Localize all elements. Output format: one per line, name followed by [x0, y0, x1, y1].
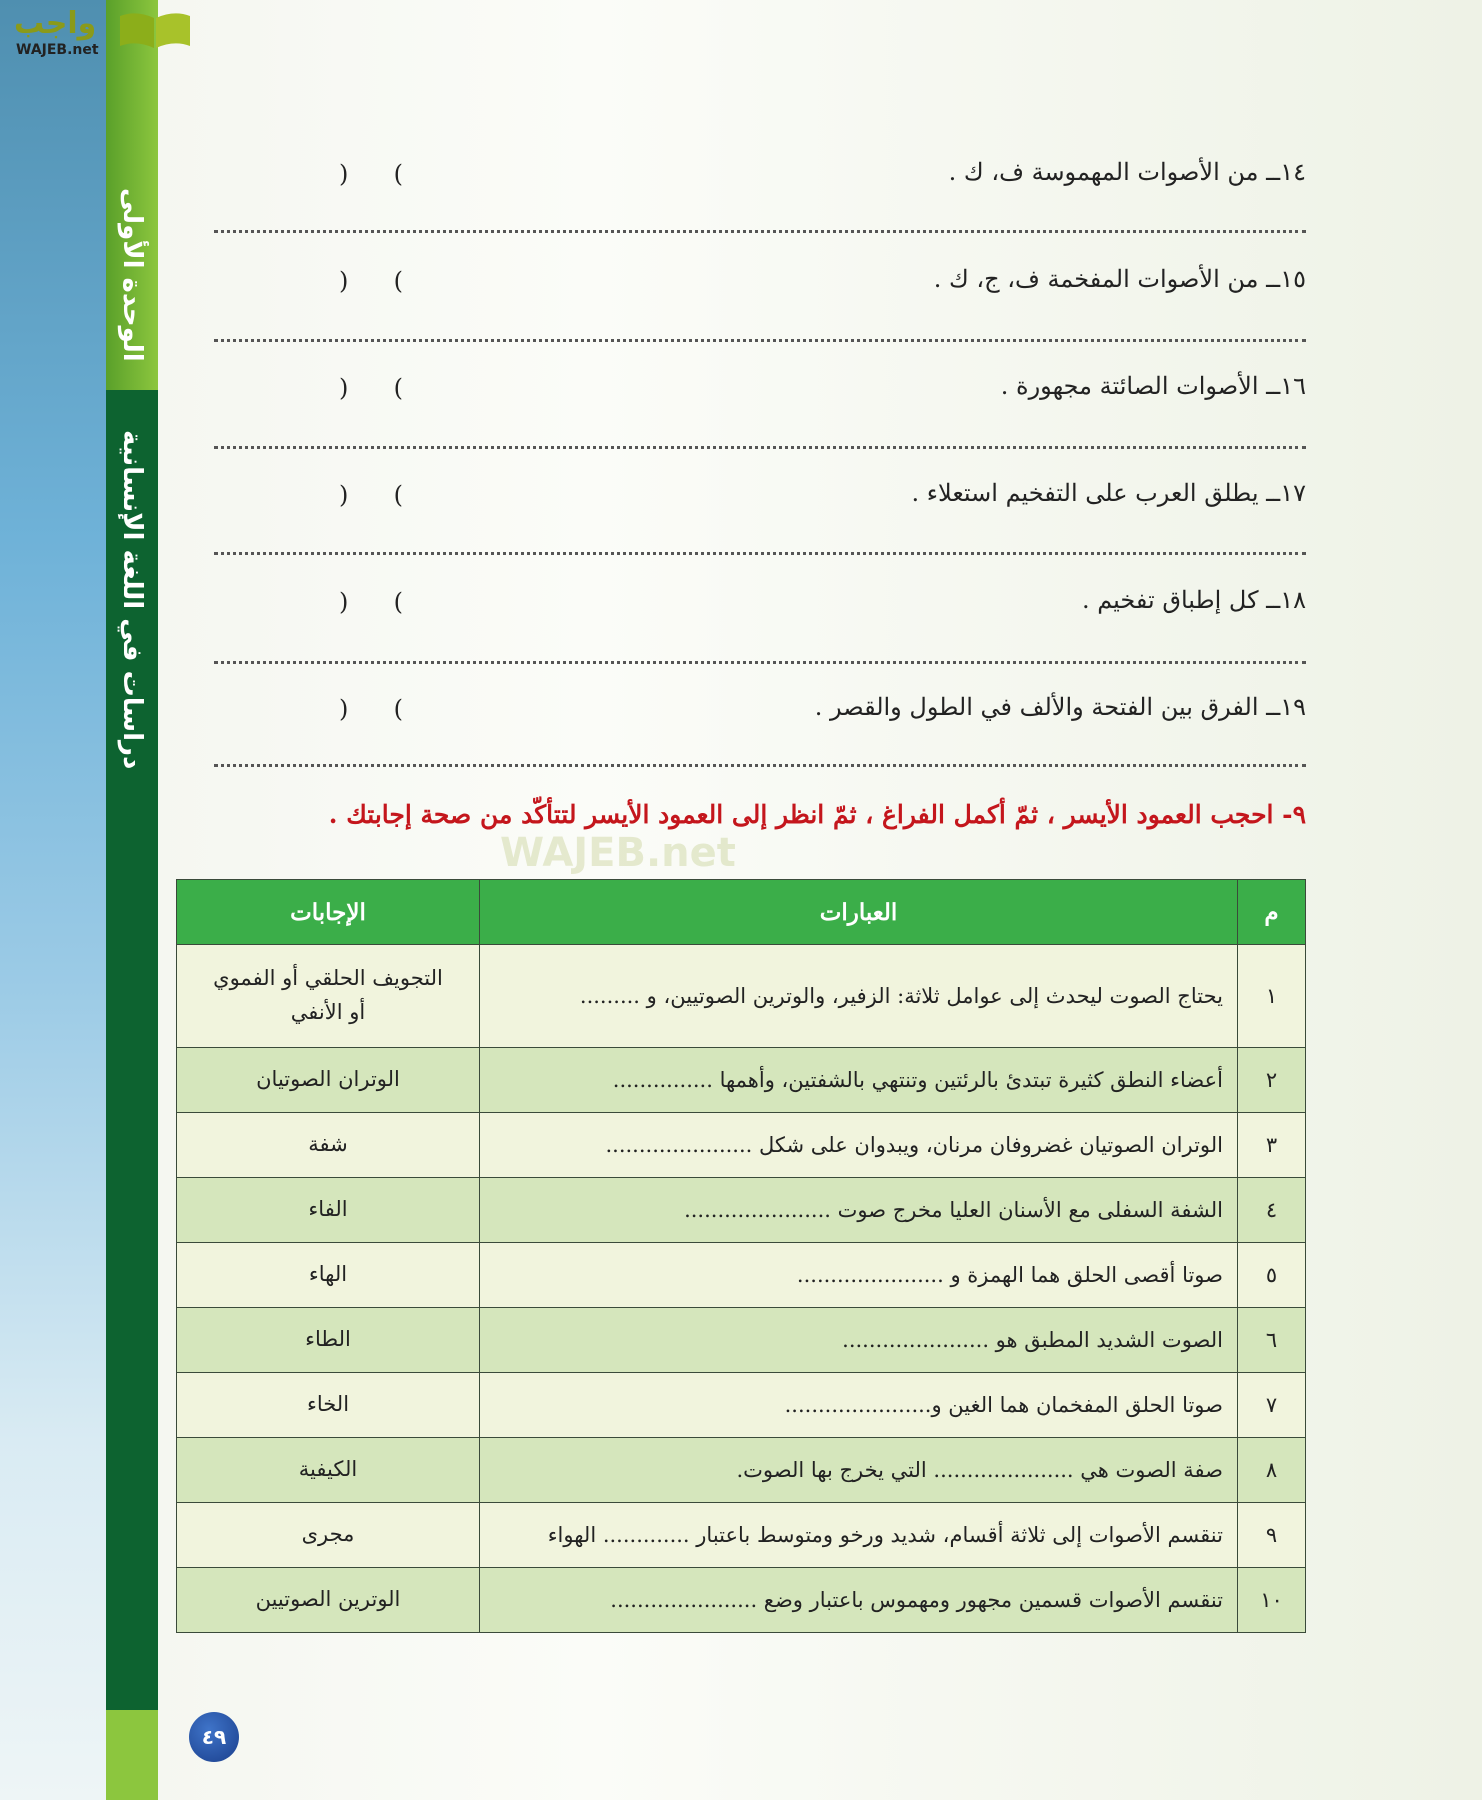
answer-parentheses[interactable]	[339, 160, 403, 188]
answer-line[interactable]	[214, 552, 1306, 555]
table-row	[177, 945, 1306, 1048]
row-statement: تنقسم الأصوات قسمين مجهور ومهموس باعتبار وضع ......................	[480, 1568, 1238, 1633]
row-answer: الطاء	[177, 1308, 480, 1373]
row-statement: تنقسم الأصوات إلى ثلاثة أقسام، شديد ورخو ومتوسط باعتبار ............. الهواء	[480, 1503, 1238, 1568]
row-answer: الهاء	[177, 1243, 480, 1308]
row-answer: الوترين الصوتيين	[177, 1568, 480, 1633]
logo-latin: WAJEB.net	[16, 42, 99, 58]
row-statement: الصوت الشديد المطبق هو ......................	[480, 1308, 1238, 1373]
paren-open: (	[393, 374, 403, 402]
row-number: ٣	[1238, 1113, 1306, 1178]
exercise-instruction: ٩- احجب العمود الأيسر ، ثمّ أكمل الفراغ ، ثمّ انظر إلى العمود الأيسر لتتأكّد من صحة إجابتك .	[328, 800, 1306, 829]
row-number: ٩	[1238, 1503, 1306, 1568]
question-15: ١٥ــ من الأصوات المفخمة ف، ج، ك .	[933, 265, 1306, 293]
question-16: ١٦ــ الأصوات الصائتة مجهورة .	[1000, 372, 1306, 400]
question-18: ١٨ــ كل إطباق تفخيم .	[1081, 586, 1306, 614]
row-number: ١	[1238, 945, 1306, 1048]
row-answer: شفة	[177, 1113, 480, 1178]
paren-close: )	[339, 374, 349, 402]
row-number: ٤	[1238, 1178, 1306, 1243]
row-statement: صوتا أقصى الحلق هما الهمزة و ......................	[480, 1243, 1238, 1308]
paren-close: )	[339, 481, 349, 509]
paren-open: (	[393, 695, 403, 723]
row-statement: صوتا الحلق المفخمان هما الغين و......................	[480, 1373, 1238, 1438]
table-row	[177, 1243, 1306, 1308]
strip-bottom	[106, 1710, 158, 1800]
wajeb-logo	[8, 6, 188, 66]
row-answer: الخاء	[177, 1373, 480, 1438]
table-row	[177, 1113, 1306, 1178]
paren-close: )	[339, 588, 349, 616]
paren-close: )	[339, 695, 349, 723]
table-row	[177, 1308, 1306, 1373]
table-row	[177, 1373, 1306, 1438]
fill-blank-table	[176, 879, 1306, 1633]
row-statement: صفة الصوت هي ..................... التي يخرج بها الصوت.	[480, 1438, 1238, 1503]
page-number: ٤٩	[189, 1712, 239, 1762]
row-number: ٥	[1238, 1243, 1306, 1308]
row-answer: الوتران الصوتيان	[177, 1048, 480, 1113]
table-row	[177, 1503, 1306, 1568]
paren-close: )	[339, 267, 349, 295]
paren-close: )	[339, 160, 349, 188]
header-answers: الإجابات	[177, 880, 480, 945]
row-statement: الوتران الصوتيان غضروفان مرنان، ويبدوان على شكل ......................	[480, 1113, 1238, 1178]
row-answer: مجرى	[177, 1503, 480, 1568]
table-row	[177, 1178, 1306, 1243]
row-answer: الكيفية	[177, 1438, 480, 1503]
subject-label: دراسات في اللغة الإنسانية	[117, 430, 147, 770]
answer-parentheses[interactable]	[339, 695, 403, 723]
paren-open: (	[393, 481, 403, 509]
question-17: ١٧ــ يطلق العرب على التفخيم استعلاء .	[911, 479, 1306, 507]
answer-parentheses[interactable]	[339, 267, 403, 295]
row-number: ٨	[1238, 1438, 1306, 1503]
paren-open: (	[393, 267, 403, 295]
answer-line[interactable]	[214, 339, 1306, 342]
book-icon	[116, 10, 194, 50]
table-row	[177, 1568, 1306, 1633]
row-answer: التجويف الحلقي أو الفموي أو الأنفي	[177, 945, 480, 1048]
answer-line[interactable]	[214, 764, 1306, 767]
row-answer: الفاء	[177, 1178, 480, 1243]
table-row	[177, 1438, 1306, 1503]
table-header	[177, 880, 1306, 945]
paren-open: (	[393, 588, 403, 616]
answer-parentheses[interactable]	[339, 374, 403, 402]
question-19: ١٩ــ الفرق بين الفتحة والألف في الطول والقصر .	[814, 693, 1306, 721]
answer-line[interactable]	[214, 230, 1306, 233]
cover-photo-strip	[0, 0, 106, 1800]
paren-open: (	[393, 160, 403, 188]
answer-parentheses[interactable]	[339, 481, 403, 509]
row-number: ٢	[1238, 1048, 1306, 1113]
answer-line[interactable]	[214, 661, 1306, 664]
row-number: ٦	[1238, 1308, 1306, 1373]
row-number: ١٠	[1238, 1568, 1306, 1633]
table-row	[177, 1048, 1306, 1113]
row-statement: الشفة السفلى مع الأسنان العليا مخرج صوت ......................	[480, 1178, 1238, 1243]
answer-line[interactable]	[214, 446, 1306, 449]
header-num: م	[1238, 880, 1306, 945]
answer-parentheses[interactable]	[339, 588, 403, 616]
row-statement: يحتاج الصوت ليحدث إلى عوامل ثلاثة: الزفير، والوترين الصوتيين، و .........	[480, 945, 1238, 1048]
header-statements: العبارات	[480, 880, 1238, 945]
row-number: ٧	[1238, 1373, 1306, 1438]
watermark: WAJEB.net	[500, 830, 736, 876]
logo-arabic: واجب	[14, 6, 97, 41]
question-14: ١٤ــ من الأصوات المهموسة ف، ك .	[948, 158, 1306, 186]
unit-label: الوحدة الأولى	[117, 188, 147, 362]
row-statement: أعضاء النطق كثيرة تبتدئ بالرئتين وتنتهي بالشفتين، وأهمها ...............	[480, 1048, 1238, 1113]
